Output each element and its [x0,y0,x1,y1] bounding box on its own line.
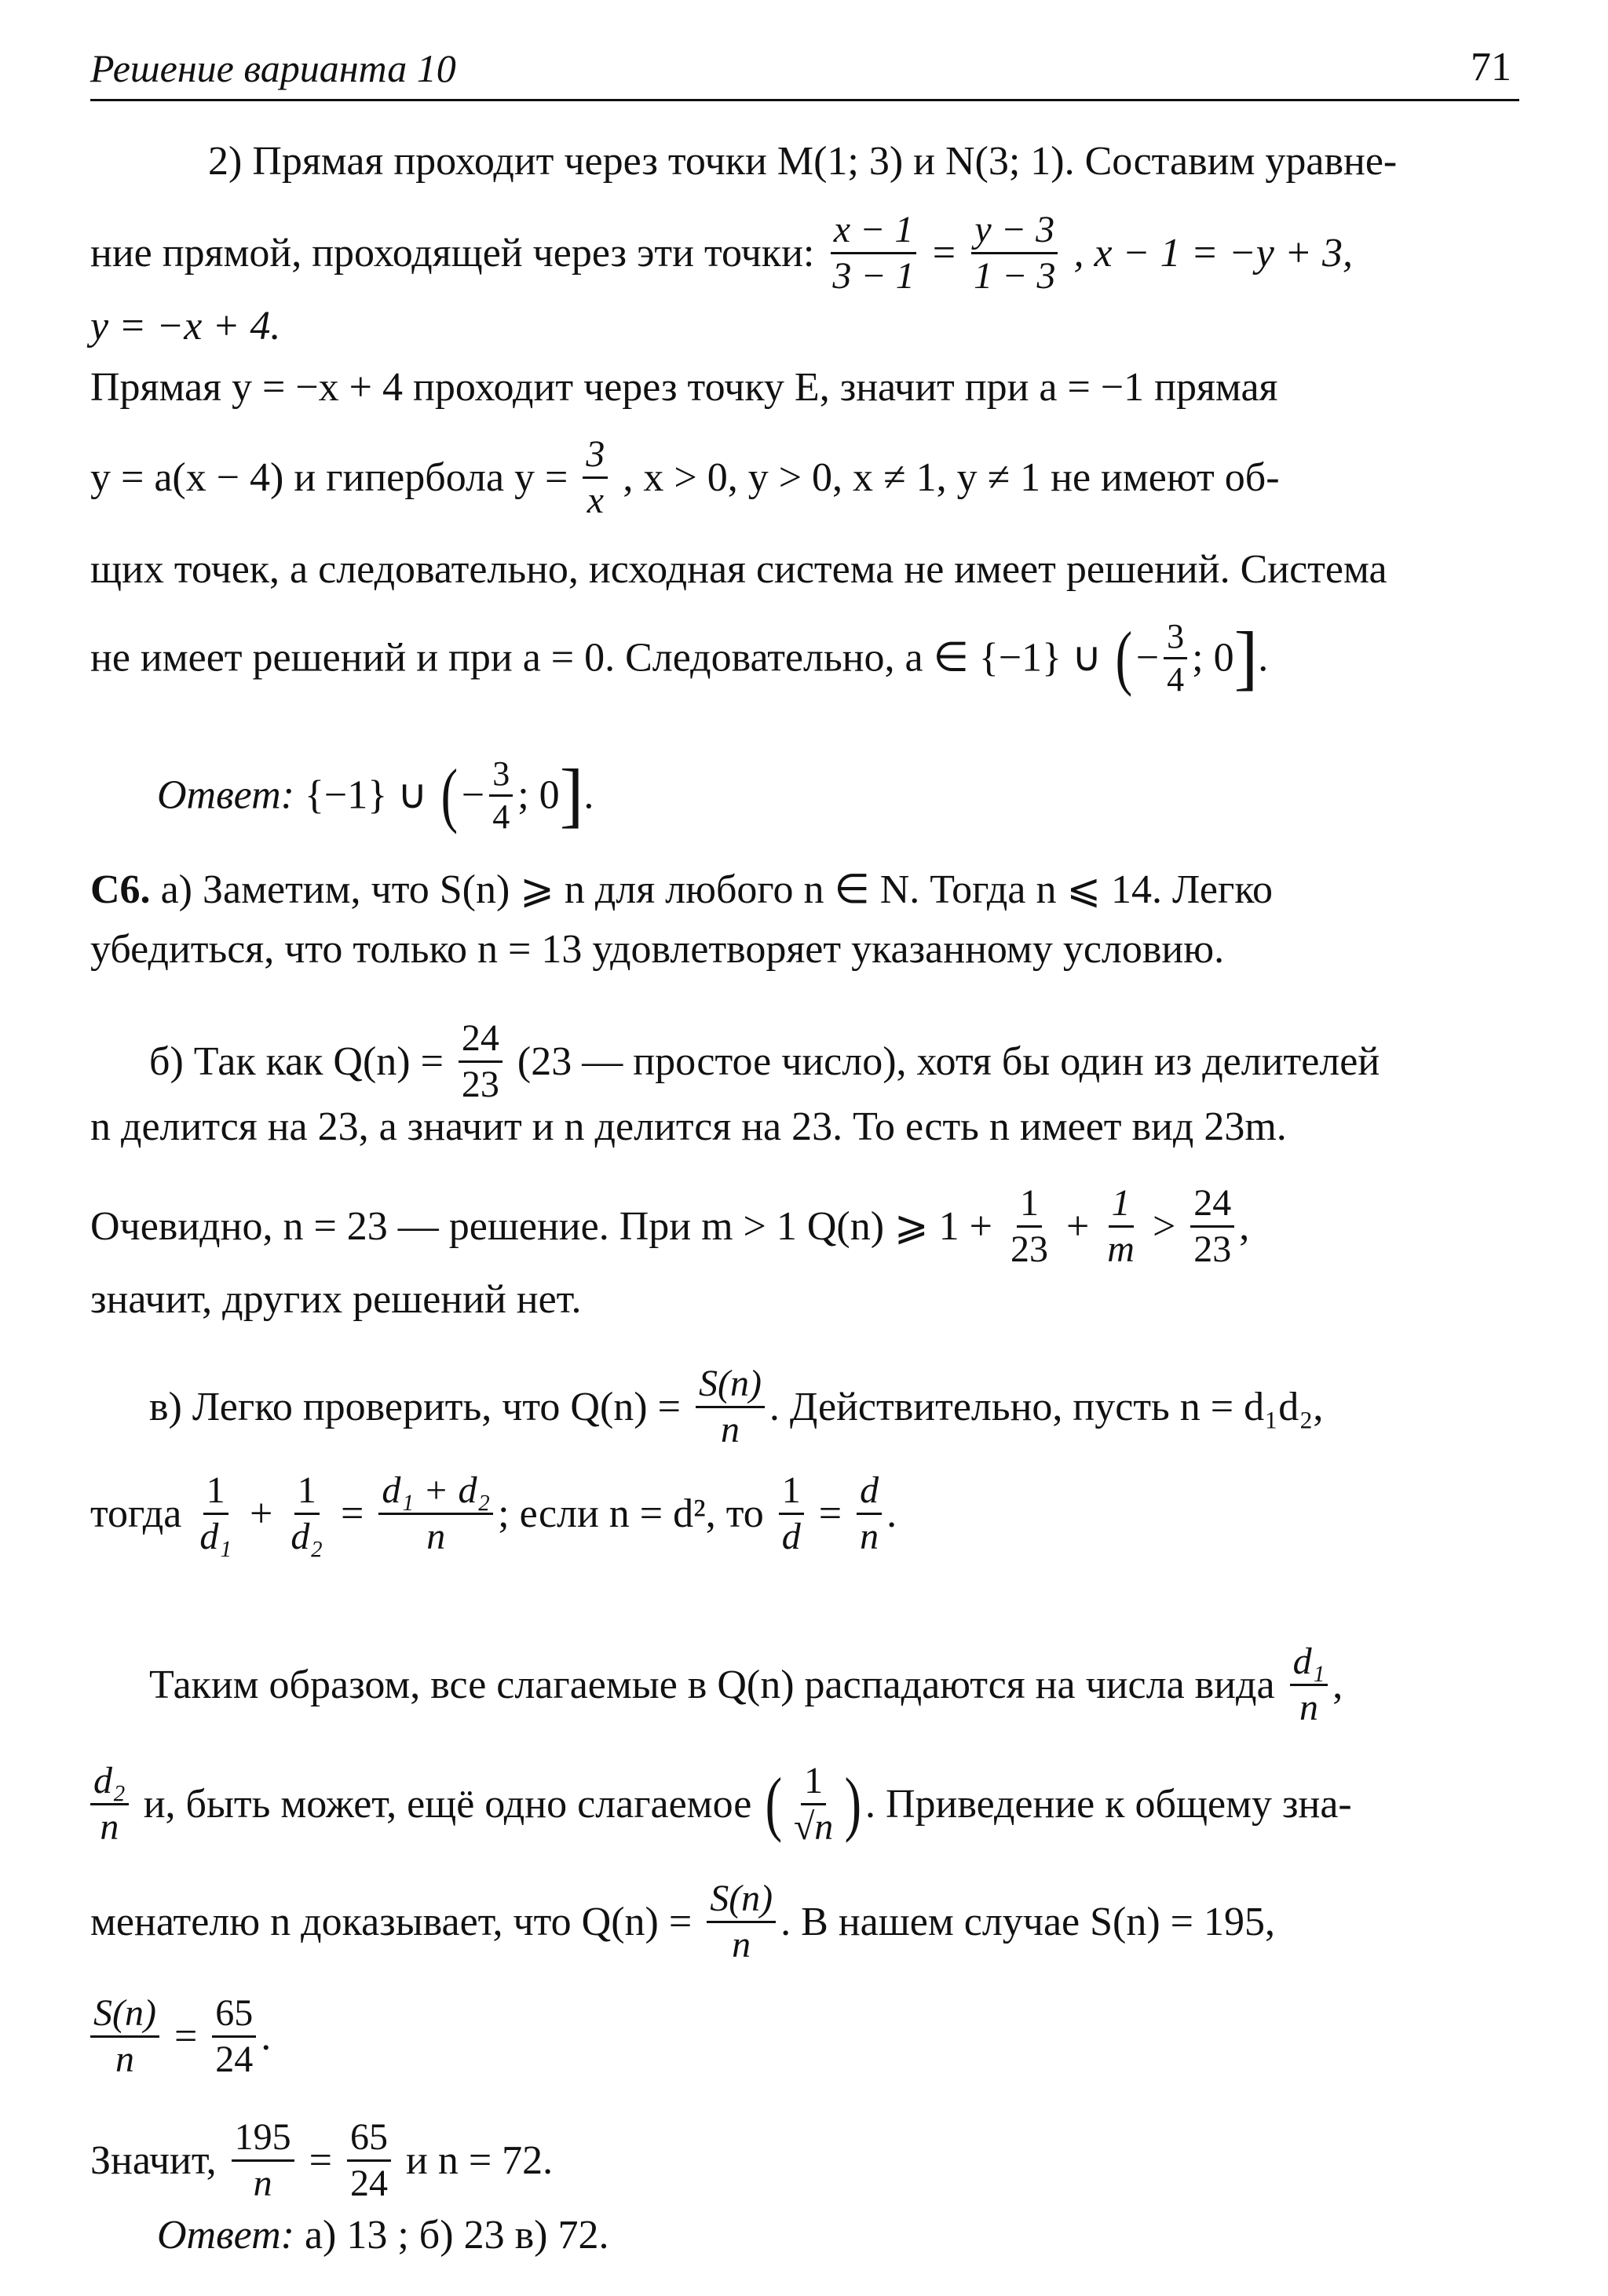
denominator: 23 [1193,1228,1232,1271]
text-span: Таким образом, все слагаемые в Q(n) распадаются на числа вида [149,1662,1275,1707]
answer-label: Ответ: [157,772,294,818]
denominator: n [253,2163,272,2205]
plus-sign: + [250,1491,273,1536]
equals-sign: = [341,1491,364,1536]
fraction [1104,1184,1138,1270]
denominator: n [1299,1687,1318,1729]
denominator: 3 − 1 [832,255,915,297]
plus-sign: + [1065,1203,1090,1249]
text-line [90,1878,1275,1969]
text-span: . Действительно, пусть n = d₁d₂, [769,1384,1324,1429]
text-span: y = a(x − 4) и гипербола y = [90,454,568,500]
numerator: d₁ [1290,1642,1328,1686]
text-line [149,1641,1343,1732]
denominator: 23 [461,1064,499,1106]
text-span: ; если n = d², то [498,1491,764,1536]
equals-sign: = [932,230,956,276]
header-title: Решение варианта 10 [90,46,456,90]
fraction [232,2118,294,2204]
numerator: 1 [1017,1184,1042,1228]
comma: , [1332,1662,1343,1707]
denominator: m [1107,1228,1135,1271]
text-line [90,141,1519,182]
fraction [347,2118,391,2204]
numerator: 65 [347,2118,391,2162]
equals-sign: = [818,1491,842,1536]
text-line [149,1017,1380,1108]
text-span: , [1239,1203,1250,1249]
numerator: x − 1 [831,210,917,254]
text-span: ; 0 [1192,635,1234,681]
period: . [583,772,594,818]
left-paren: ( [1115,616,1133,697]
numerator: S(n) [696,1364,765,1408]
fraction [196,1471,235,1557]
period: . [1258,635,1269,681]
period: . [886,1491,897,1536]
text-span: и n = 72. [406,2137,554,2183]
fraction [707,1879,776,1966]
text-line [90,1760,1352,1851]
denominator: n [860,1516,879,1558]
fraction [90,1761,129,1848]
text-span: б) Так как Q(n) = [149,1038,444,1084]
problem-label: С6. [90,867,151,912]
numerator: 65 [212,1994,256,2038]
denominator: 24 [215,2039,254,2081]
denominator: d [781,1516,801,1558]
numerator: 1 [294,1471,320,1515]
denominator: 23 [1010,1228,1048,1271]
text-span: 2) Прямая проходит через точки M(1; 3) и N(3; 1). Составим уравне- [208,139,1398,184]
page-number: 71 [1471,45,1511,89]
numerator: 3 [1164,619,1187,659]
text-line: убедиться, что только n = 13 удовлетворяет указанному условию. [90,927,1225,972]
text-line: Прямая y = −x + 4 проходит через точку E, значит при a = −1 прямая [90,365,1278,410]
fraction [212,1994,256,2080]
numerator: 3 [489,756,513,797]
numerator: 3 [583,435,608,479]
text-span: ; 0 [517,772,560,818]
text-span: Значит, [90,2137,217,2183]
text-line [90,1182,1250,1273]
denominator: 24 [350,2163,388,2205]
fraction [459,1019,502,1105]
denominator: d₁ [199,1516,232,1558]
numerator: 24 [459,1019,502,1063]
denominator: √n [793,1806,834,1849]
numerator: 1 [779,1471,804,1515]
fraction [1007,1184,1051,1270]
running-header [90,41,1519,101]
greater-sign: > [1152,1203,1176,1249]
numerator: S(n) [707,1879,776,1923]
text-span: и, быть может, ещё одно слагаемое [143,1781,752,1827]
fraction [489,756,513,835]
fraction [90,1994,159,2080]
fraction [1164,619,1187,698]
text-span: а) Заметим, что S(n) ⩾ n для любого n ∈ N. Тогда n ⩽ 14. Легко [160,867,1273,912]
text-line [90,1469,897,1560]
left-paren: ( [765,1762,783,1843]
text-line [149,1363,1324,1454]
fraction [829,210,917,297]
left-paren: ( [440,754,459,834]
fraction [287,1471,326,1557]
answer-line [157,2215,608,2256]
numerator: 24 [1190,1184,1234,1228]
text-line [90,209,1353,300]
period: . [261,2013,272,2059]
answer-line [157,754,594,838]
denominator: n [720,1409,740,1451]
document-page [90,41,1519,2258]
text-span: ние прямой, проходящей через эти точки: [90,230,815,276]
text-span: а) 13 ; б) 23 в) 72. [304,2213,609,2258]
fraction [791,1761,836,1848]
right-bracket: ] [559,754,584,834]
right-paren: ) [844,1762,862,1843]
text-span: , x > 0, y > 0, x ≠ 1, y ≠ 1 не имеют об- [623,454,1280,500]
text-span: в) Легко проверить, что Q(n) = [149,1384,681,1429]
fraction [378,1471,493,1557]
denominator: n [115,2039,134,2081]
text-line: y = −x + 4. [90,304,281,349]
text-span: менателю n доказывает, что Q(n) = [90,1899,693,1944]
answer-label: Ответ: [157,2213,294,2258]
denominator: n [426,1516,446,1558]
denominator: n [732,1924,751,1966]
text-span: . Приведение к общему зна- [864,1781,1352,1827]
minus-sign: − [461,772,485,818]
denominator: 1 − 3 [974,255,1056,297]
text-line: щих точек, а следовательно, исходная система не имеет решений. Система [90,547,1387,592]
numerator: d [857,1471,882,1515]
denominator: x [587,480,605,522]
right-bracket: ] [1233,616,1259,697]
text-span: Очевидно, n = 23 — решение. При m > 1 Q(n) ⩾ 1 + [90,1203,992,1249]
numerator: S(n) [90,1994,159,2038]
fraction [857,1471,882,1557]
text-line [90,433,1280,524]
denominator: 4 [1167,660,1185,699]
denominator: n [100,1806,119,1849]
text-line: n делится на 23, а значит и n делится на 23. То есть n имеет вид 23m. [90,1104,1287,1149]
denominator: 4 [492,798,510,837]
numerator: d₂ [90,1761,129,1805]
text-span: . В нашем случае S(n) = 195, [780,1899,1275,1944]
text-line [90,867,1273,912]
text-line [90,1992,272,2083]
fraction [696,1364,765,1451]
fraction [1190,1184,1234,1270]
denominator: d₂ [291,1516,323,1558]
numerator: 1 [801,1761,826,1805]
numerator: y − 3 [971,210,1058,254]
text-span: тогда [90,1491,182,1536]
equals-sign: = [309,2137,332,2183]
fraction [1290,1642,1328,1728]
fraction [583,435,608,521]
text-span: {−1} ∪ [304,772,428,818]
fraction [779,1471,804,1557]
text-span: не имеет решений и при a = 0. Следовательно, a ∈ {−1} ∪ [90,635,1102,681]
numerator: d₁ + d₂ [378,1471,493,1515]
minus-sign: − [1135,635,1160,681]
numerator: 195 [232,2118,294,2162]
text-line: значит, других решений нет. [90,1277,582,1322]
text-line [90,616,1269,701]
text-span: , x − 1 = −y + 3, [1073,230,1353,276]
fraction [970,210,1058,297]
text-line [90,2116,554,2207]
equals-sign: = [174,2013,198,2059]
text-span: (23 — простое число), хотя бы один из делителей [517,1038,1380,1084]
numerator: 1 [1109,1184,1134,1228]
numerator: 1 [203,1471,228,1515]
